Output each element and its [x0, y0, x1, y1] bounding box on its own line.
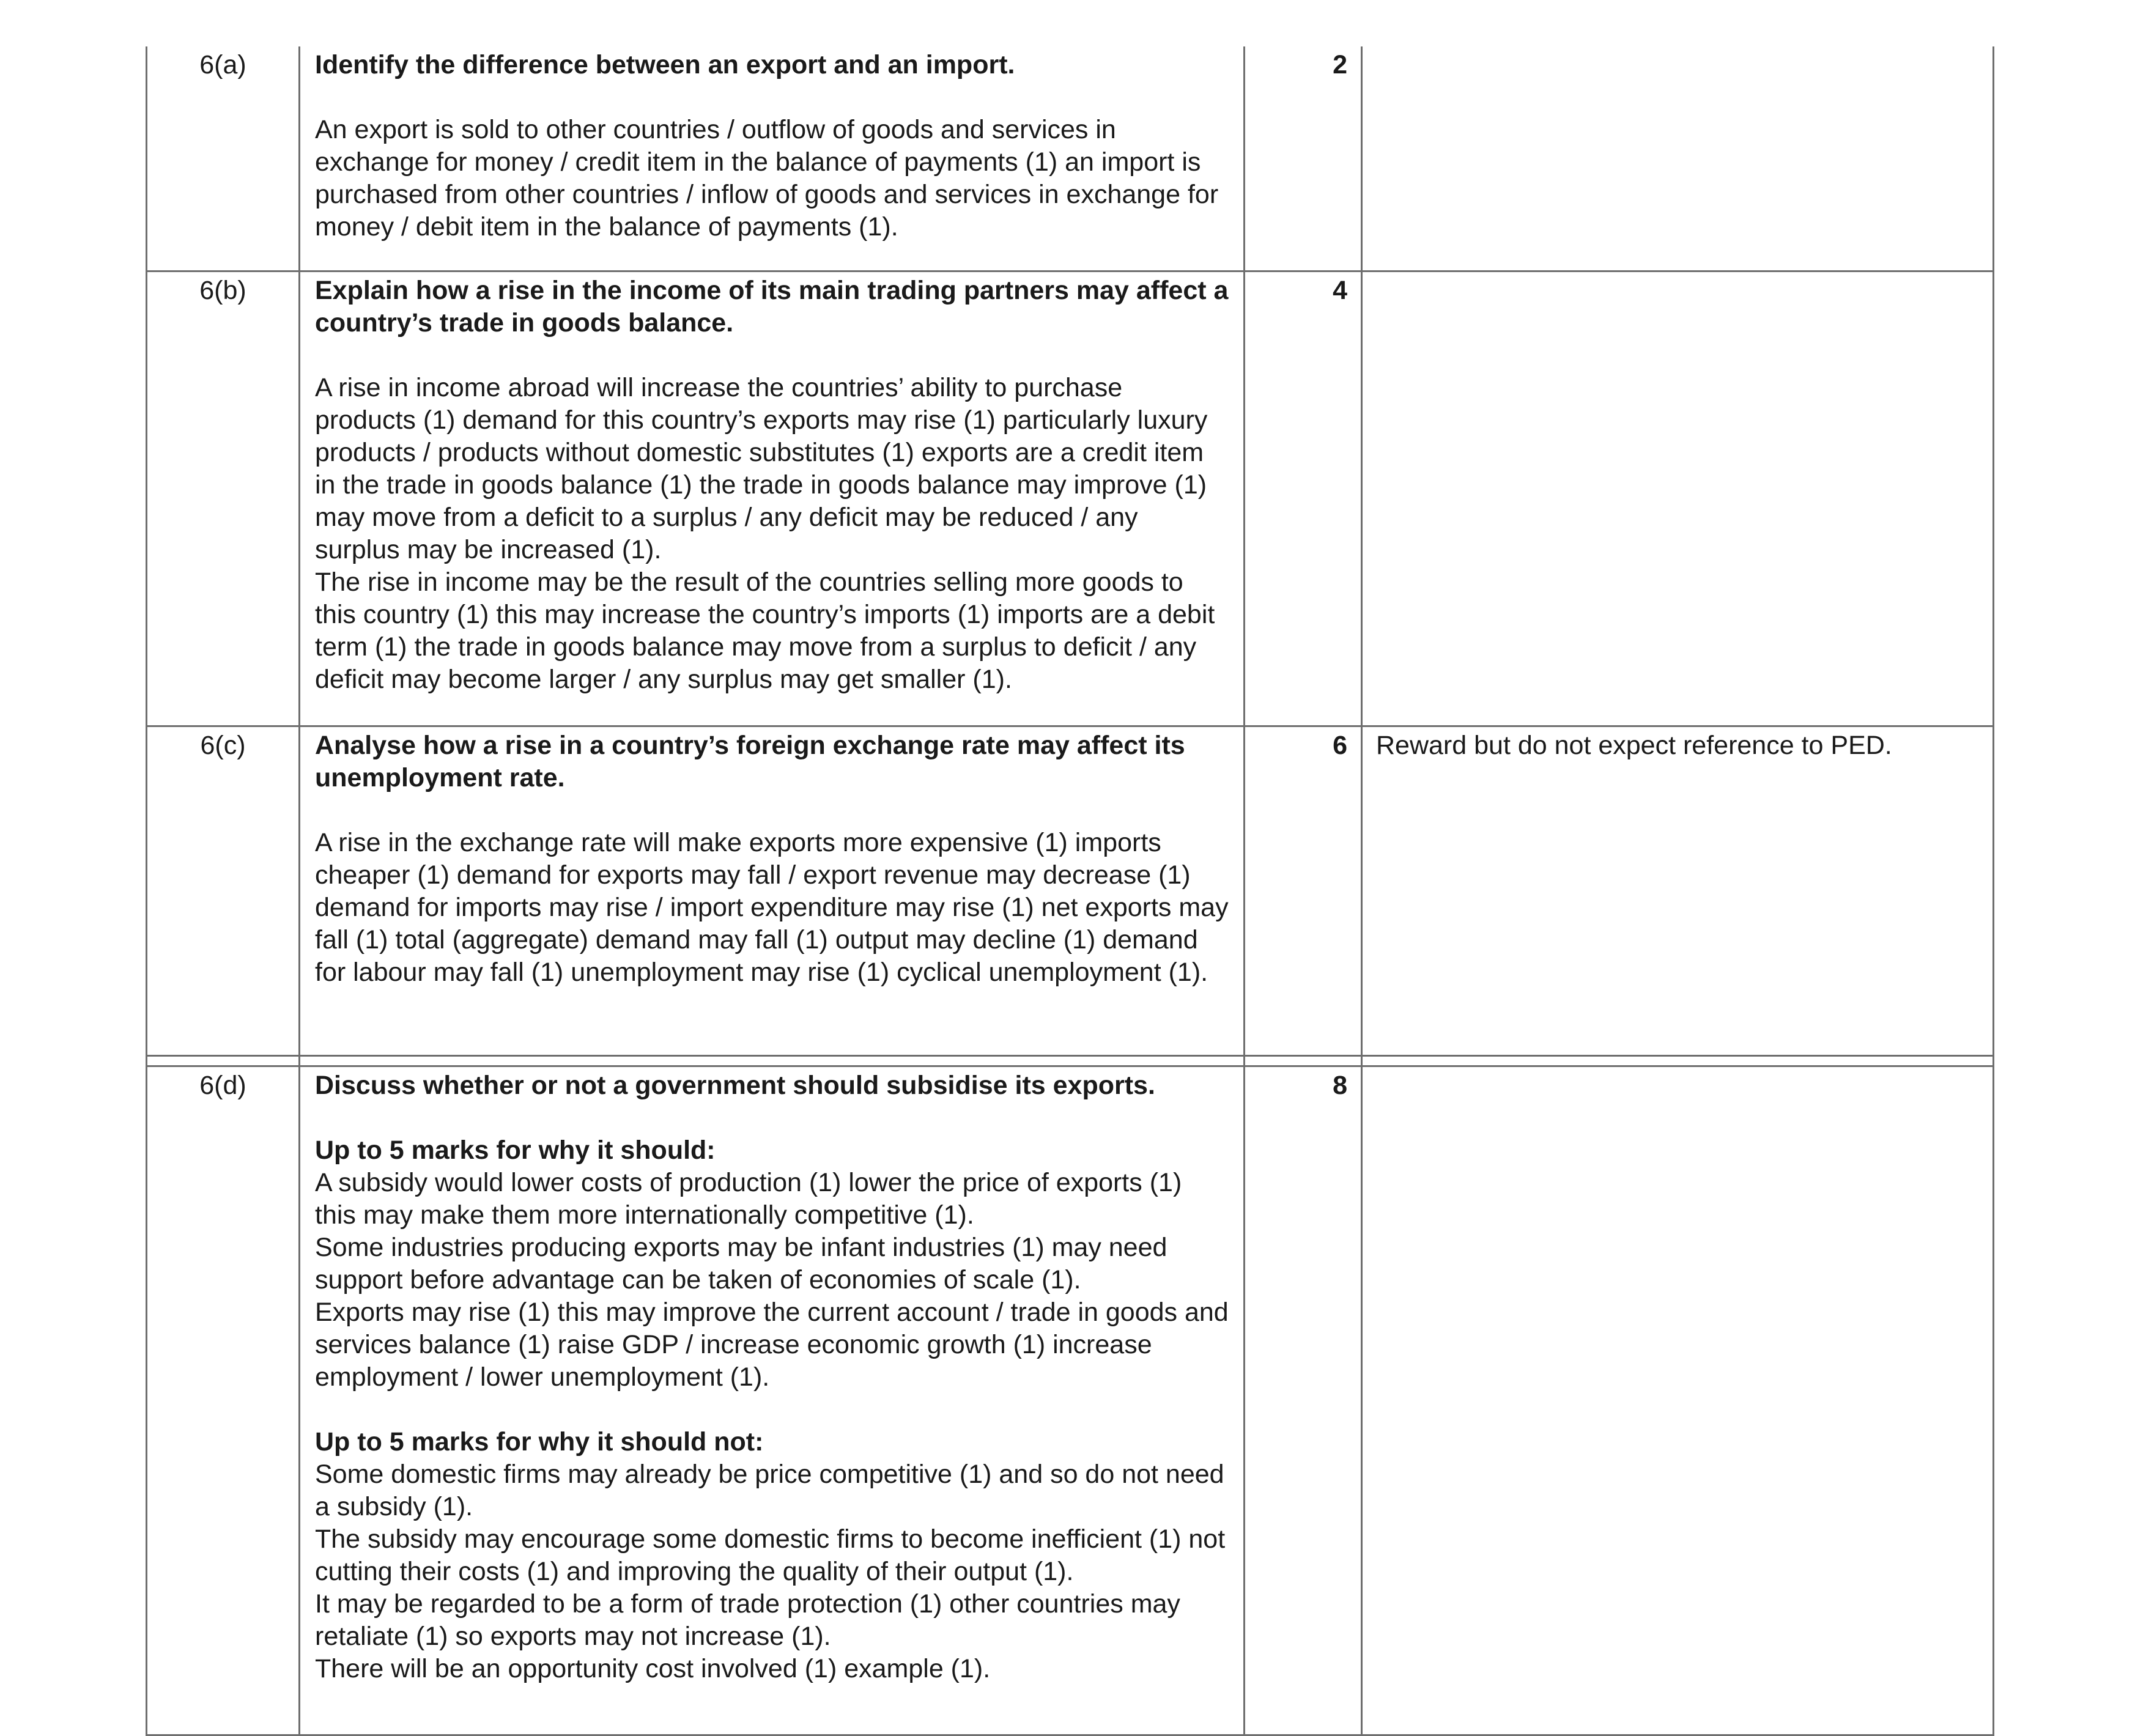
answer-cell	[300, 271, 1245, 726]
answer-paragraph: Some industries producing exports may be infant industries (1) may need support before advantage can be taken of economies of scale (1).	[315, 1233, 1167, 1295]
should-heading: Up to 5 marks for why it should:	[315, 1136, 716, 1165]
row-separator	[147, 1056, 1994, 1066]
guidance-cell	[1362, 1066, 1994, 1735]
question-row-6d	[147, 1066, 1994, 1735]
question-text: Discuss whether or not a government should subsidise its exports.	[315, 1071, 1155, 1100]
question-text: Explain how a rise in the income of its main trading partners may affect a country’s trade in goods balance.	[315, 276, 1229, 338]
question-row-6a	[147, 46, 1994, 271]
answer-paragraph: A rise in the exchange rate will make exports more expensive (1) imports cheaper (1) demand for exports may fall / export revenue may decrease (1) demand for imports may rise / import expenditure may rise (1) net exports may fall (1) total (aggregate) demand may fall (1) output may decline (1) demand for labour may fall (1) unemployment may rise (1) cyclical unemployment (1).	[315, 828, 1229, 987]
question-number: 6(c)	[147, 726, 300, 1056]
question-text: Identify the difference between an export and an import.	[315, 50, 1015, 79]
guidance-cell	[1362, 271, 1994, 726]
question-row-6b	[147, 271, 1994, 726]
answer-paragraph: There will be an opportunity cost involved (1) example (1).	[315, 1654, 991, 1683]
question-text: Analyse how a rise in a country’s foreign exchange rate may affect its unemployment rate.	[315, 731, 1185, 792]
mark-scheme-sheet	[146, 46, 1992, 1736]
should-not-heading: Up to 5 marks for why it should not:	[315, 1427, 764, 1457]
question-number: 6(a)	[147, 46, 300, 271]
answer-paragraph: An export is sold to other countries / outflow of goods and services in exchange for money / credit item in the balance of payments (1) an import is purchased from other countries / inflow of goods and services in exchange for money / debit item in the balance of payments (1).	[315, 115, 1219, 242]
question-number: 6(d)	[147, 1066, 300, 1735]
answer-paragraph: It may be regarded to be a form of trade protection (1) other countries may retaliate (1) so exports may not increase (1).	[315, 1589, 1180, 1651]
answer-paragraph: The subsidy may encourage some domestic firms to become inefficient (1) not cutting their costs (1) and improving the quality of their output (1).	[315, 1524, 1226, 1586]
answer-paragraph: Some domestic firms may already be price competitive (1) and so do not need a subsidy (1).	[315, 1460, 1224, 1521]
guidance-cell	[1362, 46, 1994, 271]
question-number: 6(b)	[147, 271, 300, 726]
answer-cell	[300, 1066, 1245, 1735]
answer-cell	[300, 46, 1245, 271]
answer-paragraph: The rise in income may be the result of the countries selling more goods to this country (1) this may increase the country’s imports (1) imports are a debit term (1) the trade in goods balance may move from a surplus to deficit / any deficit may become larger / any surplus may get smaller (1).	[315, 567, 1215, 694]
answer-paragraph: A rise in income abroad will increase the countries’ ability to purchase products (1) demand for this country’s exports may rise (1) particularly luxury products / products without domestic substitutes (1) exports are a credit item in the trade in goods balance (1) the trade in goods balance may improve (1) may move from a deficit to a surplus / any deficit may be reduced / any surplus may be increased (1).	[315, 373, 1208, 564]
answer-paragraph: A subsidy would lower costs of production (1) lower the price of exports (1) this may make them more internationally competitive (1).	[315, 1168, 1182, 1230]
mark-scheme-table	[146, 46, 1994, 1736]
marks-value: 6	[1245, 726, 1362, 1056]
marks-value: 4	[1245, 271, 1362, 726]
answer-cell	[300, 726, 1245, 1056]
question-row-6c	[147, 726, 1994, 1056]
marks-value: 8	[1245, 1066, 1362, 1735]
marks-value: 2	[1245, 46, 1362, 271]
guidance-cell: Reward but do not expect reference to PED.	[1362, 726, 1994, 1056]
answer-paragraph: Exports may rise (1) this may improve the current account / trade in goods and services balance (1) raise GDP / increase economic growth (1) increase employment / lower unemployment (1).	[315, 1298, 1229, 1392]
